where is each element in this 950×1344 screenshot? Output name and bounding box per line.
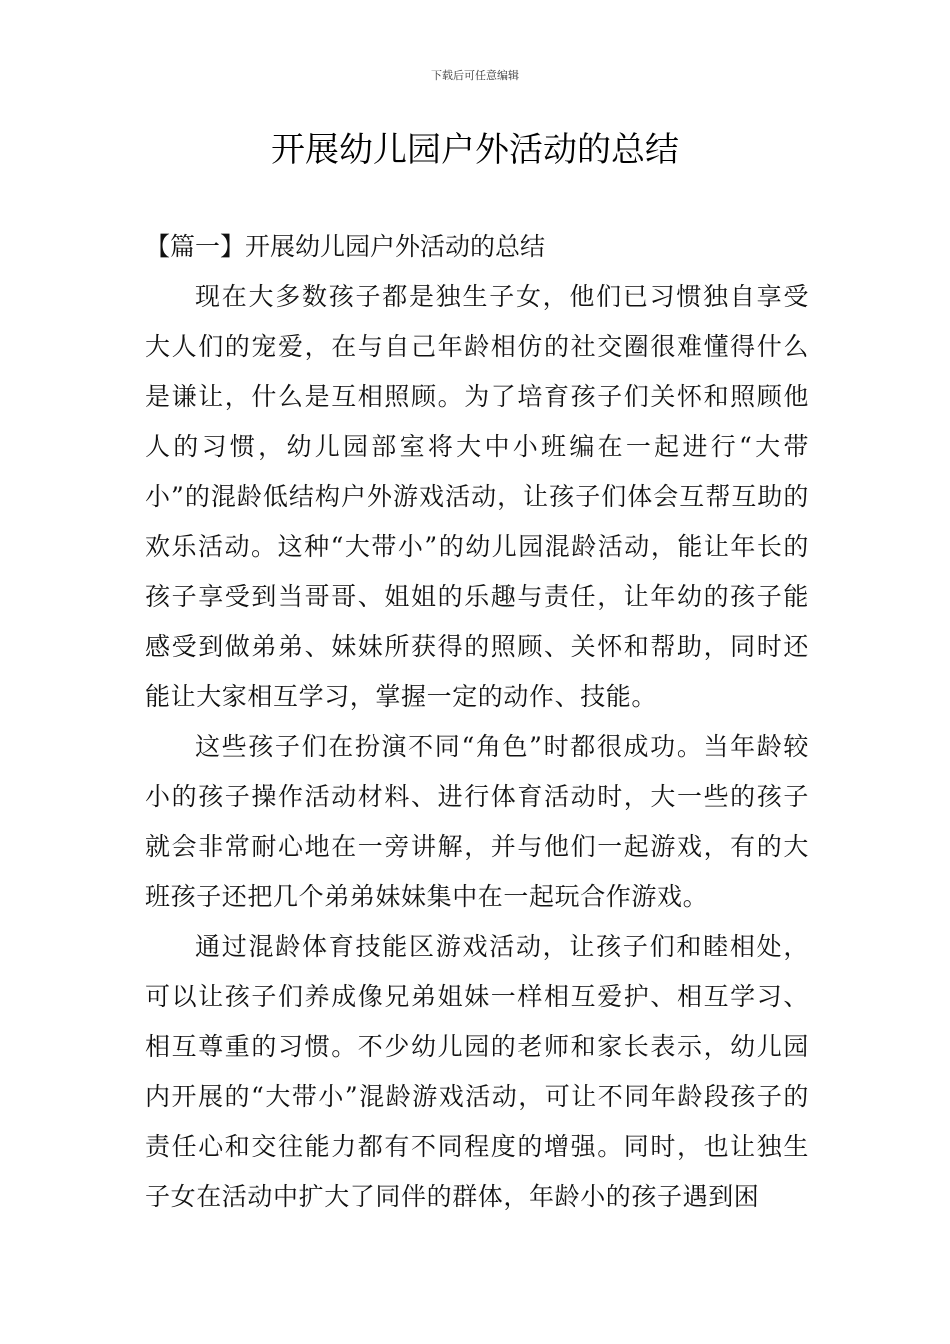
paragraph-1: 现在大多数孩子都是独生子女，他们已习惯独自享受大人们的宠爱，在与自己年龄相仿的社交圈很难懂得什么是谦让，什么是互相照顾。为了培育孩子们关怀和照顾他人的习惯，幼儿园部室将大中小班编在一起进行“大带小”的混龄低结构户外游戏活动，让孩子们体会互帮互助的欢乐活动。这种“大带小”的幼儿园混龄活动，能让年长的孩子享受到当哥哥、姐姐的乐趣与责任，让年幼的孩子能感受到做弟弟、妹妹所获得的照顾、关怀和帮助，同时还能让大家相互学习，掌握一定的动作、技能。	[145, 282, 809, 711]
paragraph-3: 通过混龄体育技能区游戏活动，让孩子们和睦相处，可以让孩子们养成像兄弟姐妹一样相互爱护、相互学习、相互尊重的习惯。不少幼儿园的老师和家长表示，幼儿园内开展的“大带小”混龄游戏活动，可让不同年龄段孩子的责任心和交往能力都有不同程度的增强。同时，也让独生子女在活动中扩大了同伴的群体，年龄小的孩子遇到困	[145, 932, 809, 1211]
header-note: 下载后可任意编辑	[431, 69, 519, 82]
document-title: 开展幼儿园户外活动的总结	[271, 130, 679, 170]
section-heading: 【篇一】开展幼儿园户外活动的总结	[145, 232, 546, 261]
paragraph-2: 这些孩子们在扮演不同“角色”时都很成功。当年龄较小的孩子操作活动材料、进行体育活动时，大一些的孩子就会非常耐心地在一旁讲解，并与他们一起游戏，有的大班孩子还把几个弟弟妹妹集中在一起玩合作游戏。	[145, 732, 809, 911]
document-body	[145, 222, 809, 1222]
